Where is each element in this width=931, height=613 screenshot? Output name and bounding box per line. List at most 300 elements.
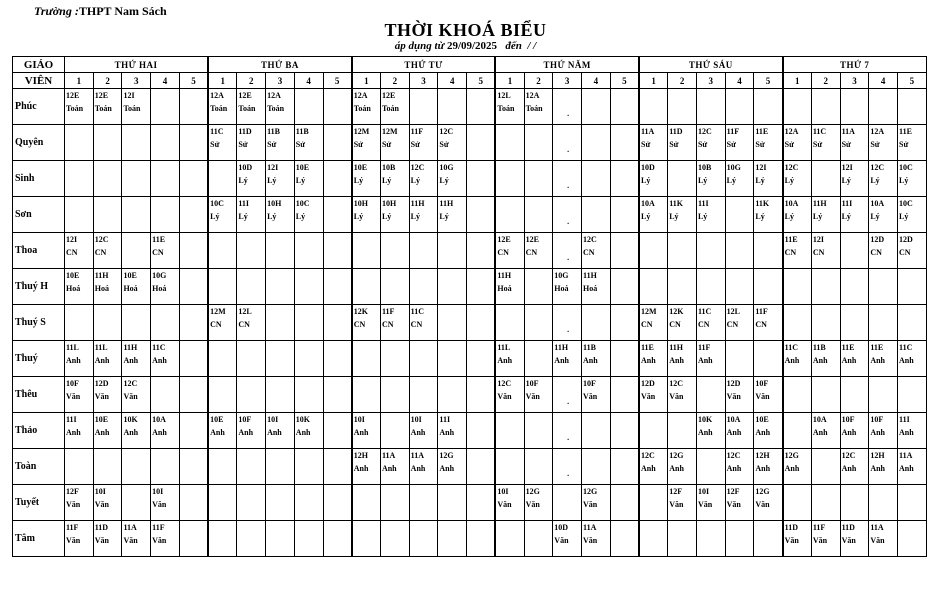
class-code: 11L bbox=[94, 343, 108, 352]
class-code: 12I bbox=[841, 163, 853, 172]
period-cell bbox=[495, 449, 524, 485]
subject-name: CN bbox=[381, 320, 394, 329]
period-cell bbox=[179, 341, 208, 377]
period-cell bbox=[840, 449, 869, 485]
class-code: 12C bbox=[123, 379, 138, 388]
class-code: 10H bbox=[381, 199, 397, 208]
subject-name: Anh bbox=[697, 428, 713, 437]
page-title: THỜI KHOÁ BIỂU bbox=[384, 20, 547, 40]
day-header: THỨ BA bbox=[208, 57, 352, 73]
period-cell bbox=[151, 89, 180, 125]
period-cell bbox=[639, 125, 668, 161]
table-row bbox=[13, 377, 927, 413]
class-code: 10I bbox=[152, 487, 164, 496]
period-cell bbox=[553, 521, 582, 557]
subject-name: Lý bbox=[726, 176, 736, 185]
period-cell bbox=[294, 197, 323, 233]
period-cell bbox=[639, 269, 668, 305]
period-cell bbox=[409, 305, 438, 341]
period-cell bbox=[754, 125, 783, 161]
class-code: 12F bbox=[726, 487, 740, 496]
class-code: 12E bbox=[66, 91, 80, 100]
subject-name: Hoá bbox=[583, 284, 598, 293]
class-code: 11H bbox=[497, 271, 512, 280]
period-cell bbox=[237, 485, 266, 521]
teacher-name: Tâm bbox=[13, 521, 65, 557]
period-cell bbox=[352, 485, 381, 521]
subject-name: Văn bbox=[94, 500, 109, 509]
class-code: 12M bbox=[353, 127, 370, 136]
period-cell bbox=[725, 233, 754, 269]
period-cell bbox=[294, 341, 323, 377]
period-cell bbox=[208, 449, 237, 485]
period-cell bbox=[840, 413, 869, 449]
period-cell bbox=[840, 161, 869, 197]
period-cell bbox=[380, 125, 409, 161]
period-cell bbox=[495, 89, 524, 125]
subject-name: Văn bbox=[669, 500, 684, 509]
class-code: 11F bbox=[152, 523, 165, 532]
subject-name: Anh bbox=[94, 428, 110, 437]
class-code: 11D bbox=[784, 523, 798, 532]
period-header: 3 bbox=[840, 73, 869, 89]
class-code: 10F bbox=[238, 415, 252, 424]
period-cell bbox=[725, 485, 754, 521]
period-cell bbox=[811, 269, 840, 305]
period-cell bbox=[582, 521, 611, 557]
class-code: 11A bbox=[123, 523, 137, 532]
class-code: 10A bbox=[726, 415, 741, 424]
class-code: 10E bbox=[94, 415, 109, 424]
class-code: 12E bbox=[525, 235, 539, 244]
class-code: 12A bbox=[353, 91, 368, 100]
class-code: 11C bbox=[410, 307, 425, 316]
subject-name: Anh bbox=[554, 356, 569, 365]
teacher-name: Thêu bbox=[13, 377, 65, 413]
period-cell bbox=[668, 485, 697, 521]
class-code: 10I bbox=[697, 487, 710, 496]
subject-name: Văn bbox=[583, 392, 598, 401]
period-cell bbox=[294, 413, 323, 449]
subject-name: Văn bbox=[726, 500, 741, 509]
subject-name: Anh bbox=[267, 428, 282, 437]
period-cell bbox=[467, 521, 496, 557]
period-cell bbox=[438, 341, 467, 377]
subject-name: CN bbox=[238, 320, 250, 329]
period-cell bbox=[93, 449, 122, 485]
class-code: 11L bbox=[66, 343, 79, 352]
period-cell bbox=[639, 161, 668, 197]
period-cell bbox=[811, 521, 840, 557]
period-cell bbox=[380, 197, 409, 233]
class-code: 11D bbox=[94, 523, 109, 532]
class-code: 10C bbox=[210, 199, 224, 208]
teacher-name: Thuý bbox=[13, 341, 65, 377]
period-cell bbox=[696, 89, 725, 125]
period-cell bbox=[783, 125, 812, 161]
period-cell bbox=[208, 521, 237, 557]
period-cell bbox=[122, 233, 151, 269]
period-cell bbox=[151, 269, 180, 305]
class-code: 11H bbox=[669, 343, 683, 352]
period-cell bbox=[380, 233, 409, 269]
subject-name: Toán bbox=[525, 104, 543, 113]
period-cell bbox=[898, 341, 927, 377]
period-cell bbox=[352, 161, 381, 197]
subject-name: Sử bbox=[784, 140, 794, 149]
class-code: 10A bbox=[641, 199, 655, 208]
subject-name: Toán bbox=[210, 104, 228, 113]
period-cell bbox=[266, 377, 295, 413]
subject-name: Lý bbox=[295, 176, 306, 185]
period-cell bbox=[467, 413, 496, 449]
class-code: 12C bbox=[497, 379, 512, 388]
class-code: 11E bbox=[870, 343, 884, 352]
period-cell bbox=[811, 341, 840, 377]
school-label: Trường : bbox=[34, 4, 79, 18]
period-cell bbox=[323, 377, 352, 413]
teacher-name: Thuý H bbox=[13, 269, 65, 305]
class-code: 12H bbox=[755, 451, 770, 460]
period-cell bbox=[237, 449, 266, 485]
period-cell bbox=[467, 449, 496, 485]
class-code: 10A bbox=[784, 199, 799, 208]
period-cell bbox=[93, 305, 122, 341]
period-cell bbox=[696, 233, 725, 269]
period-cell bbox=[668, 449, 697, 485]
class-code: 11F bbox=[697, 343, 711, 352]
subject-name: Toán bbox=[353, 104, 371, 113]
subject-name: CN bbox=[583, 248, 595, 257]
period-cell bbox=[409, 125, 438, 161]
period-header: 2 bbox=[237, 73, 266, 89]
period-cell bbox=[467, 161, 496, 197]
period-header: 4 bbox=[725, 73, 754, 89]
subject-name: Văn bbox=[784, 536, 799, 545]
subject-name: Toán bbox=[123, 104, 141, 113]
period-cell bbox=[840, 377, 869, 413]
period-cell bbox=[553, 89, 582, 125]
class-code: 10F bbox=[755, 379, 769, 388]
period-cell bbox=[524, 449, 553, 485]
subject-name: CN bbox=[353, 320, 366, 329]
period-cell bbox=[696, 377, 725, 413]
period-cell bbox=[639, 485, 668, 521]
subject-name: Lý bbox=[755, 176, 765, 185]
subject-name: Văn bbox=[525, 500, 540, 509]
class-code: 12M bbox=[210, 307, 226, 316]
period-cell bbox=[438, 161, 467, 197]
subject-name: Lý bbox=[784, 176, 794, 185]
period-header: 5 bbox=[323, 73, 352, 89]
period-cell bbox=[754, 233, 783, 269]
applied-range bbox=[0, 40, 931, 52]
class-code: 11H bbox=[123, 343, 138, 352]
class-code: 12E bbox=[381, 91, 396, 100]
period-cell bbox=[122, 269, 151, 305]
period-cell bbox=[352, 341, 381, 377]
period-cell bbox=[409, 377, 438, 413]
subject-name: Lý bbox=[841, 212, 851, 221]
period-header: 3 bbox=[696, 73, 725, 89]
period-cell bbox=[237, 521, 266, 557]
class-code: 12G bbox=[583, 487, 598, 496]
subject-name: CN bbox=[669, 320, 681, 329]
period-cell bbox=[610, 197, 639, 233]
class-code: 10F bbox=[66, 379, 79, 388]
subject-name: CN bbox=[755, 320, 767, 329]
period-cell bbox=[179, 521, 208, 557]
class-code: 11I bbox=[66, 415, 77, 424]
class-code: 11B bbox=[583, 343, 596, 352]
class-code: 10B bbox=[697, 163, 712, 172]
period-cell bbox=[409, 197, 438, 233]
class-code: 12M bbox=[381, 127, 398, 136]
teacher-name: Tuyết bbox=[13, 485, 65, 521]
period-cell bbox=[582, 341, 611, 377]
subject-name: Anh bbox=[210, 428, 225, 437]
class-code: 11A bbox=[870, 523, 884, 532]
subject-name: Lý bbox=[439, 176, 449, 185]
class-code: 12F bbox=[669, 487, 683, 496]
subject-name: Hoá bbox=[94, 284, 109, 293]
period-cell bbox=[610, 161, 639, 197]
subject-name: Lý bbox=[784, 212, 794, 221]
period-cell bbox=[409, 341, 438, 377]
period-cell bbox=[754, 341, 783, 377]
period-cell bbox=[524, 233, 553, 269]
period-cell bbox=[811, 305, 840, 341]
subject-name: Anh bbox=[353, 464, 369, 473]
table-row bbox=[13, 305, 927, 341]
cell-mark: . bbox=[567, 144, 570, 154]
period-cell bbox=[237, 161, 266, 197]
period-cell bbox=[869, 449, 898, 485]
period-cell bbox=[811, 485, 840, 521]
period-cell bbox=[495, 341, 524, 377]
period-cell bbox=[93, 233, 122, 269]
subject-name: Văn bbox=[94, 392, 109, 401]
period-cell bbox=[553, 269, 582, 305]
period-cell bbox=[65, 197, 94, 233]
day-header: THỨ NĂM bbox=[495, 57, 639, 73]
class-code: 10F bbox=[525, 379, 539, 388]
class-code: 11B bbox=[267, 127, 280, 136]
period-cell bbox=[725, 269, 754, 305]
period-cell bbox=[409, 233, 438, 269]
subject-name: Lý bbox=[697, 212, 708, 221]
period-cell bbox=[93, 197, 122, 233]
period-cell bbox=[151, 413, 180, 449]
table-row bbox=[13, 269, 927, 305]
day-header: THỨ 7 bbox=[783, 57, 927, 73]
period-cell bbox=[754, 197, 783, 233]
period-cell bbox=[840, 521, 869, 557]
subject-name: Văn bbox=[123, 392, 138, 401]
subject-name: CN bbox=[812, 248, 825, 257]
subject-name: Lý bbox=[267, 176, 277, 185]
subject-name: Anh bbox=[841, 464, 857, 473]
class-code: 12A bbox=[267, 91, 281, 100]
period-cell bbox=[294, 521, 323, 557]
period-cell bbox=[380, 413, 409, 449]
class-code: 12H bbox=[353, 451, 368, 460]
period-cell bbox=[266, 161, 295, 197]
subject-name: Sử bbox=[812, 140, 823, 149]
period-cell bbox=[668, 197, 697, 233]
period-cell bbox=[811, 161, 840, 197]
subject-name: Lý bbox=[238, 176, 248, 185]
period-cell bbox=[93, 413, 122, 449]
class-code: 10G bbox=[554, 271, 569, 280]
timetable bbox=[12, 56, 927, 557]
subject-name: Sử bbox=[295, 140, 306, 149]
period-cell bbox=[467, 233, 496, 269]
subject-name: Anh bbox=[899, 356, 914, 365]
period-cell bbox=[409, 485, 438, 521]
period-header: 2 bbox=[524, 73, 553, 89]
period-cell bbox=[898, 305, 927, 341]
class-code: 11D bbox=[841, 523, 855, 532]
period-cell bbox=[65, 485, 94, 521]
period-cell bbox=[266, 341, 295, 377]
subject-name: Anh bbox=[899, 428, 914, 437]
class-code: 10K bbox=[697, 415, 713, 424]
period-cell bbox=[553, 413, 582, 449]
period-cell bbox=[179, 377, 208, 413]
period-cell bbox=[352, 521, 381, 557]
class-code: 12G bbox=[669, 451, 684, 460]
day-header-row bbox=[13, 57, 927, 73]
period-cell bbox=[582, 377, 611, 413]
period-cell bbox=[495, 125, 524, 161]
class-code: 10G bbox=[726, 163, 741, 172]
period-cell bbox=[811, 125, 840, 161]
class-code: 11C bbox=[152, 343, 166, 352]
subject-name: Toán bbox=[267, 104, 285, 113]
period-cell bbox=[553, 125, 582, 161]
period-cell bbox=[93, 485, 122, 521]
period-cell bbox=[122, 341, 151, 377]
period-cell bbox=[352, 125, 381, 161]
subject-name: Lý bbox=[899, 212, 909, 221]
period-cell bbox=[898, 125, 927, 161]
period-cell bbox=[380, 521, 409, 557]
class-code: 11F bbox=[755, 307, 768, 316]
period-cell bbox=[438, 269, 467, 305]
period-cell bbox=[495, 521, 524, 557]
class-code: 12D bbox=[641, 379, 655, 388]
subject-name: Anh bbox=[641, 356, 656, 365]
period-cell bbox=[668, 269, 697, 305]
class-code: 10H bbox=[353, 199, 368, 208]
period-cell bbox=[122, 305, 151, 341]
period-cell bbox=[668, 413, 697, 449]
period-cell bbox=[65, 89, 94, 125]
period-cell bbox=[380, 377, 409, 413]
class-code: 12L bbox=[497, 91, 511, 100]
period-cell bbox=[294, 125, 323, 161]
subject-name: Lý bbox=[410, 212, 421, 221]
subject-name: Lý bbox=[295, 212, 306, 221]
teacher-name: Sinh bbox=[13, 161, 65, 197]
class-code: 10E bbox=[123, 271, 137, 280]
class-code: 12C bbox=[870, 163, 885, 172]
subject-name: Lý bbox=[439, 212, 449, 221]
period-cell bbox=[869, 269, 898, 305]
period-header: 4 bbox=[294, 73, 323, 89]
period-cell bbox=[352, 413, 381, 449]
period-cell bbox=[467, 269, 496, 305]
subject-name: CN bbox=[497, 248, 509, 257]
period-header: 2 bbox=[93, 73, 122, 89]
teacher-column-header: GIÁO bbox=[13, 57, 65, 73]
period-cell bbox=[869, 413, 898, 449]
class-code: 10B bbox=[381, 163, 396, 172]
period-cell bbox=[783, 521, 812, 557]
class-code: 12C bbox=[94, 235, 109, 244]
period-cell bbox=[122, 413, 151, 449]
class-code: 10E bbox=[755, 415, 769, 424]
period-cell bbox=[582, 485, 611, 521]
class-code: 10F bbox=[841, 415, 855, 424]
class-code: 11F bbox=[66, 523, 79, 532]
period-cell bbox=[898, 197, 927, 233]
subject-name: Anh bbox=[899, 464, 914, 473]
teacher-name: Thuý S bbox=[13, 305, 65, 341]
class-code: 12C bbox=[841, 451, 856, 460]
subject-name: CN bbox=[66, 248, 78, 257]
period-cell bbox=[179, 89, 208, 125]
period-cell bbox=[668, 125, 697, 161]
subject-name: CN bbox=[870, 248, 882, 257]
period-cell bbox=[582, 161, 611, 197]
class-code: 11E bbox=[755, 127, 769, 136]
class-code: 12E bbox=[94, 91, 109, 100]
period-cell bbox=[696, 197, 725, 233]
period-cell bbox=[208, 125, 237, 161]
class-code: 11F bbox=[726, 127, 740, 136]
period-cell bbox=[467, 125, 496, 161]
period-cell bbox=[122, 125, 151, 161]
school-line bbox=[34, 4, 167, 19]
period-cell bbox=[323, 161, 352, 197]
period-cell bbox=[783, 485, 812, 521]
class-code: 12G bbox=[439, 451, 454, 460]
period-cell bbox=[524, 521, 553, 557]
period-cell bbox=[208, 485, 237, 521]
period-cell bbox=[294, 485, 323, 521]
class-code: 10C bbox=[899, 163, 913, 172]
class-code: 10I bbox=[94, 487, 106, 496]
period-cell bbox=[898, 413, 927, 449]
subject-name: Sử bbox=[238, 140, 248, 149]
class-code: 11D bbox=[238, 127, 252, 136]
class-code: 12H bbox=[870, 451, 885, 460]
subject-name: Văn bbox=[641, 392, 656, 401]
period-cell bbox=[725, 305, 754, 341]
subject-name: Lý bbox=[353, 212, 364, 221]
class-code: 10K bbox=[123, 415, 138, 424]
class-code: 11I bbox=[697, 199, 709, 208]
period-cell bbox=[208, 341, 237, 377]
table-row bbox=[13, 197, 927, 233]
period-cell bbox=[151, 305, 180, 341]
class-code: 12A bbox=[784, 127, 799, 136]
subject-name: Anh bbox=[295, 428, 311, 437]
period-cell bbox=[65, 161, 94, 197]
period-cell bbox=[696, 341, 725, 377]
